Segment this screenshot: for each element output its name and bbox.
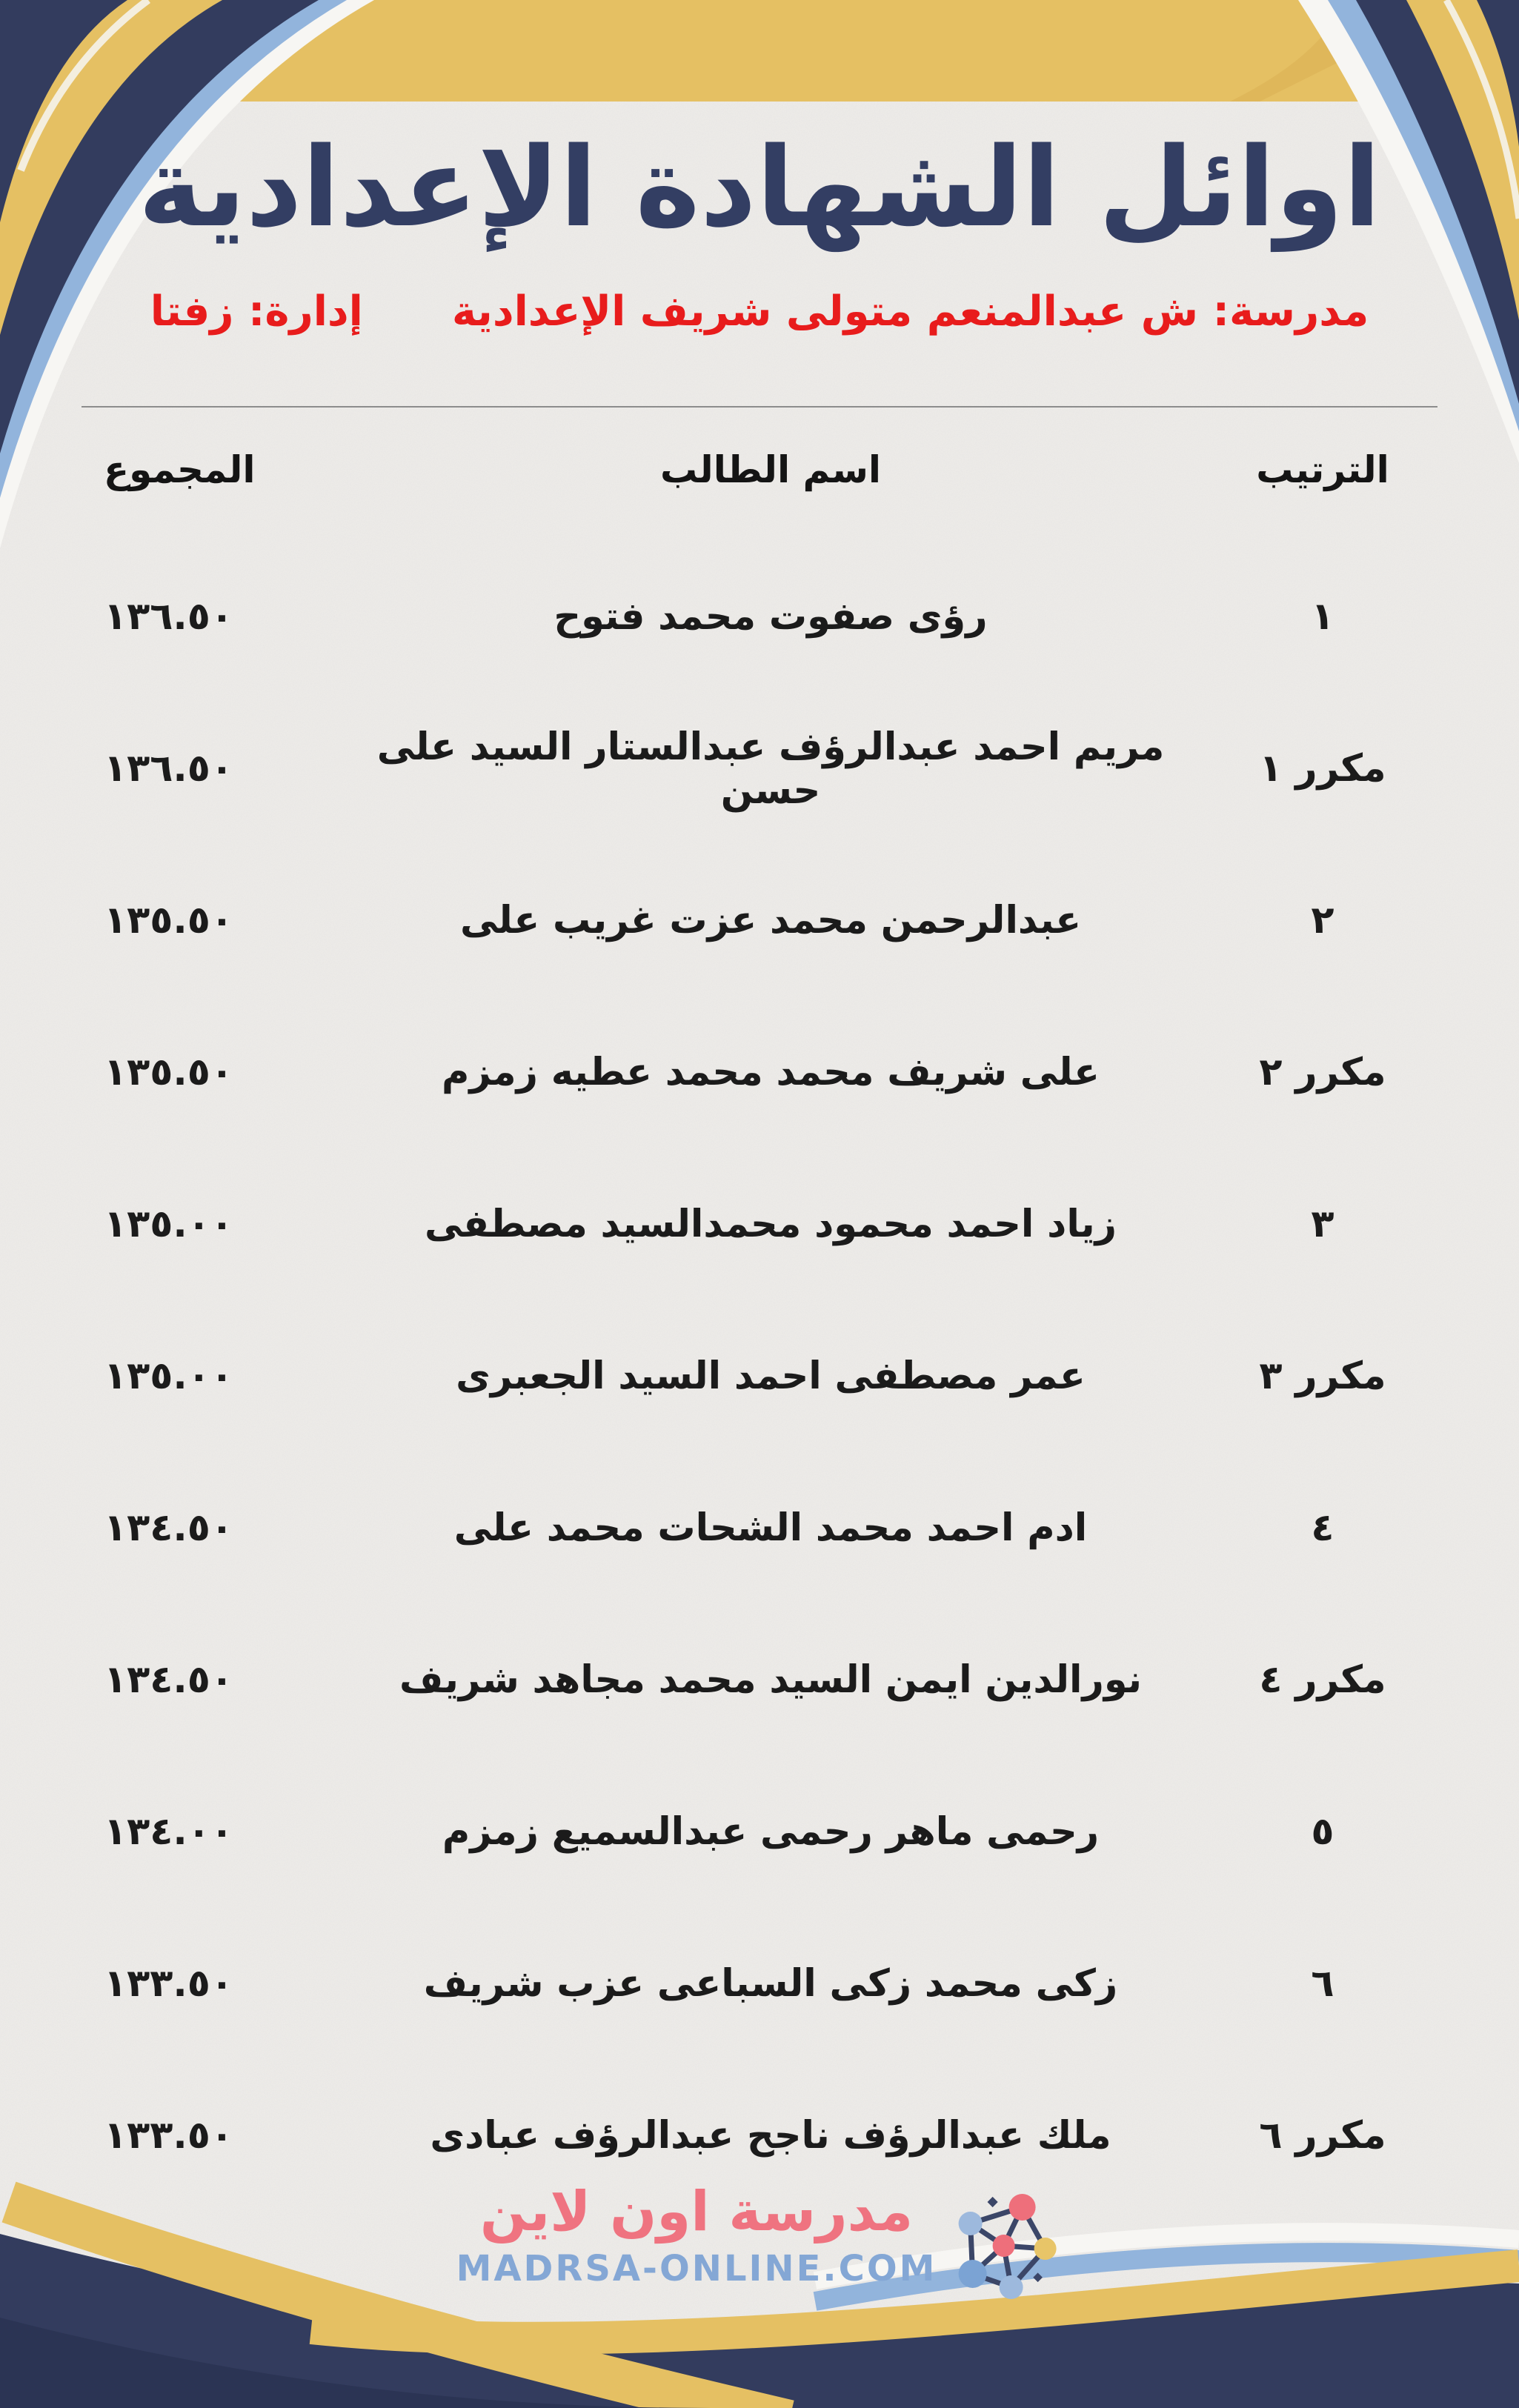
results-table (85, 408, 1434, 2212)
student-name-cell: رحمى ماهر رحمى عبدالسميع زمزم (442, 1810, 1100, 1855)
logo-domain-text: MADRSA-ONLINE.COM (456, 2248, 937, 2290)
student-name-cell: على شريف محمد محمد عطيه زمزم (441, 1051, 1100, 1095)
total-cell: ١٣٦.٥٠ (104, 595, 234, 639)
table-row (85, 997, 1434, 1148)
rank-cell: ٦ (1311, 1962, 1334, 2006)
rank-cell: مكرر ٤ (1259, 1658, 1386, 1703)
student-name-cell: نورالدين ايمن السيد محمد مجاهد شريف (399, 1658, 1142, 1703)
table-row (85, 1908, 1434, 2060)
rank-cell: ٢ (1311, 899, 1334, 943)
school-subtitle (0, 287, 1519, 336)
rank-cell: ٥ (1311, 1810, 1334, 1855)
student-name-cell: مريم احمد عبدالرؤف عبدالستار السيد على حسن (376, 725, 1165, 813)
table-row (85, 1604, 1434, 1756)
name-header: اسم الطالب (659, 448, 882, 492)
student-name-cell: رؤى صفوت محمد فتوح (554, 595, 988, 639)
page-title: اوائل الشهادة الإعدادية (138, 124, 1381, 251)
table-row (85, 1452, 1434, 1604)
table-row (85, 1756, 1434, 1908)
rank-cell: ٣ (1311, 1203, 1334, 1247)
total-cell: ١٣٤.٥٠ (104, 1658, 234, 1703)
student-name-cell: ادم احمد محمد الشحات محمد على (453, 1506, 1088, 1551)
results-table-body (85, 541, 1434, 2212)
total-cell: ١٣٥.٥٠ (104, 1051, 234, 1095)
madrsa-online-logo (456, 2182, 1063, 2305)
logo-arabic-text: مدرسة اون لاين (479, 2180, 914, 2244)
rank-cell: ١ (1311, 595, 1334, 639)
table-header-row (85, 408, 1434, 532)
rank-cell: ٤ (1311, 1506, 1334, 1551)
logo-text-block (456, 2182, 937, 2289)
student-name-cell: عبدالرحمن محمد عزت غريب على (459, 899, 1082, 943)
table-row (85, 1148, 1434, 1300)
rank-cell: مكرر ٣ (1259, 1354, 1386, 1399)
total-cell: ١٣٦.٥٠ (104, 747, 234, 791)
total-cell: ١٣٥.٠٠ (104, 1354, 234, 1399)
rank-cell: مكرر ٢ (1259, 1051, 1386, 1095)
table-row (85, 693, 1434, 845)
total-cell: ١٣٤.٠٠ (104, 1810, 234, 1855)
total-cell: ١٣٥.٠٠ (104, 1203, 234, 1247)
student-name-cell: زكى محمد زكى السباعى عزب شريف (423, 1962, 1118, 2006)
network-graph-icon (951, 2186, 1063, 2305)
total-cell: ١٣٣.٥٠ (104, 1962, 234, 2006)
rank-cell: مكرر ١ (1259, 747, 1386, 791)
student-name-cell: زياد احمد محمود محمدالسيد مصطفى (424, 1203, 1117, 1247)
table-row (85, 845, 1434, 997)
total-cell: ١٣٤.٥٠ (104, 1506, 234, 1551)
total-cell: ١٣٥.٥٠ (104, 899, 234, 943)
rank-cell: مكرر ٦ (1259, 2114, 1386, 2158)
table-row (85, 541, 1434, 693)
rank-header: الترتيب (1256, 448, 1389, 492)
student-name-cell: ملك عبدالرؤف ناجح عبدالرؤف عبادى (430, 2114, 1111, 2158)
total-header: المجموع (104, 448, 256, 492)
total-cell: ١٣٣.٥٠ (104, 2114, 234, 2158)
school-name-text: مدرسة: ش عبدالمنعم متولى شريف الإعدادية (451, 287, 1369, 336)
admin-name-text: إدارة: زفتا (150, 287, 363, 336)
student-name-cell: عمر مصطفى احمد السيد الجعبرى (456, 1354, 1086, 1399)
table-row (85, 1300, 1434, 1452)
